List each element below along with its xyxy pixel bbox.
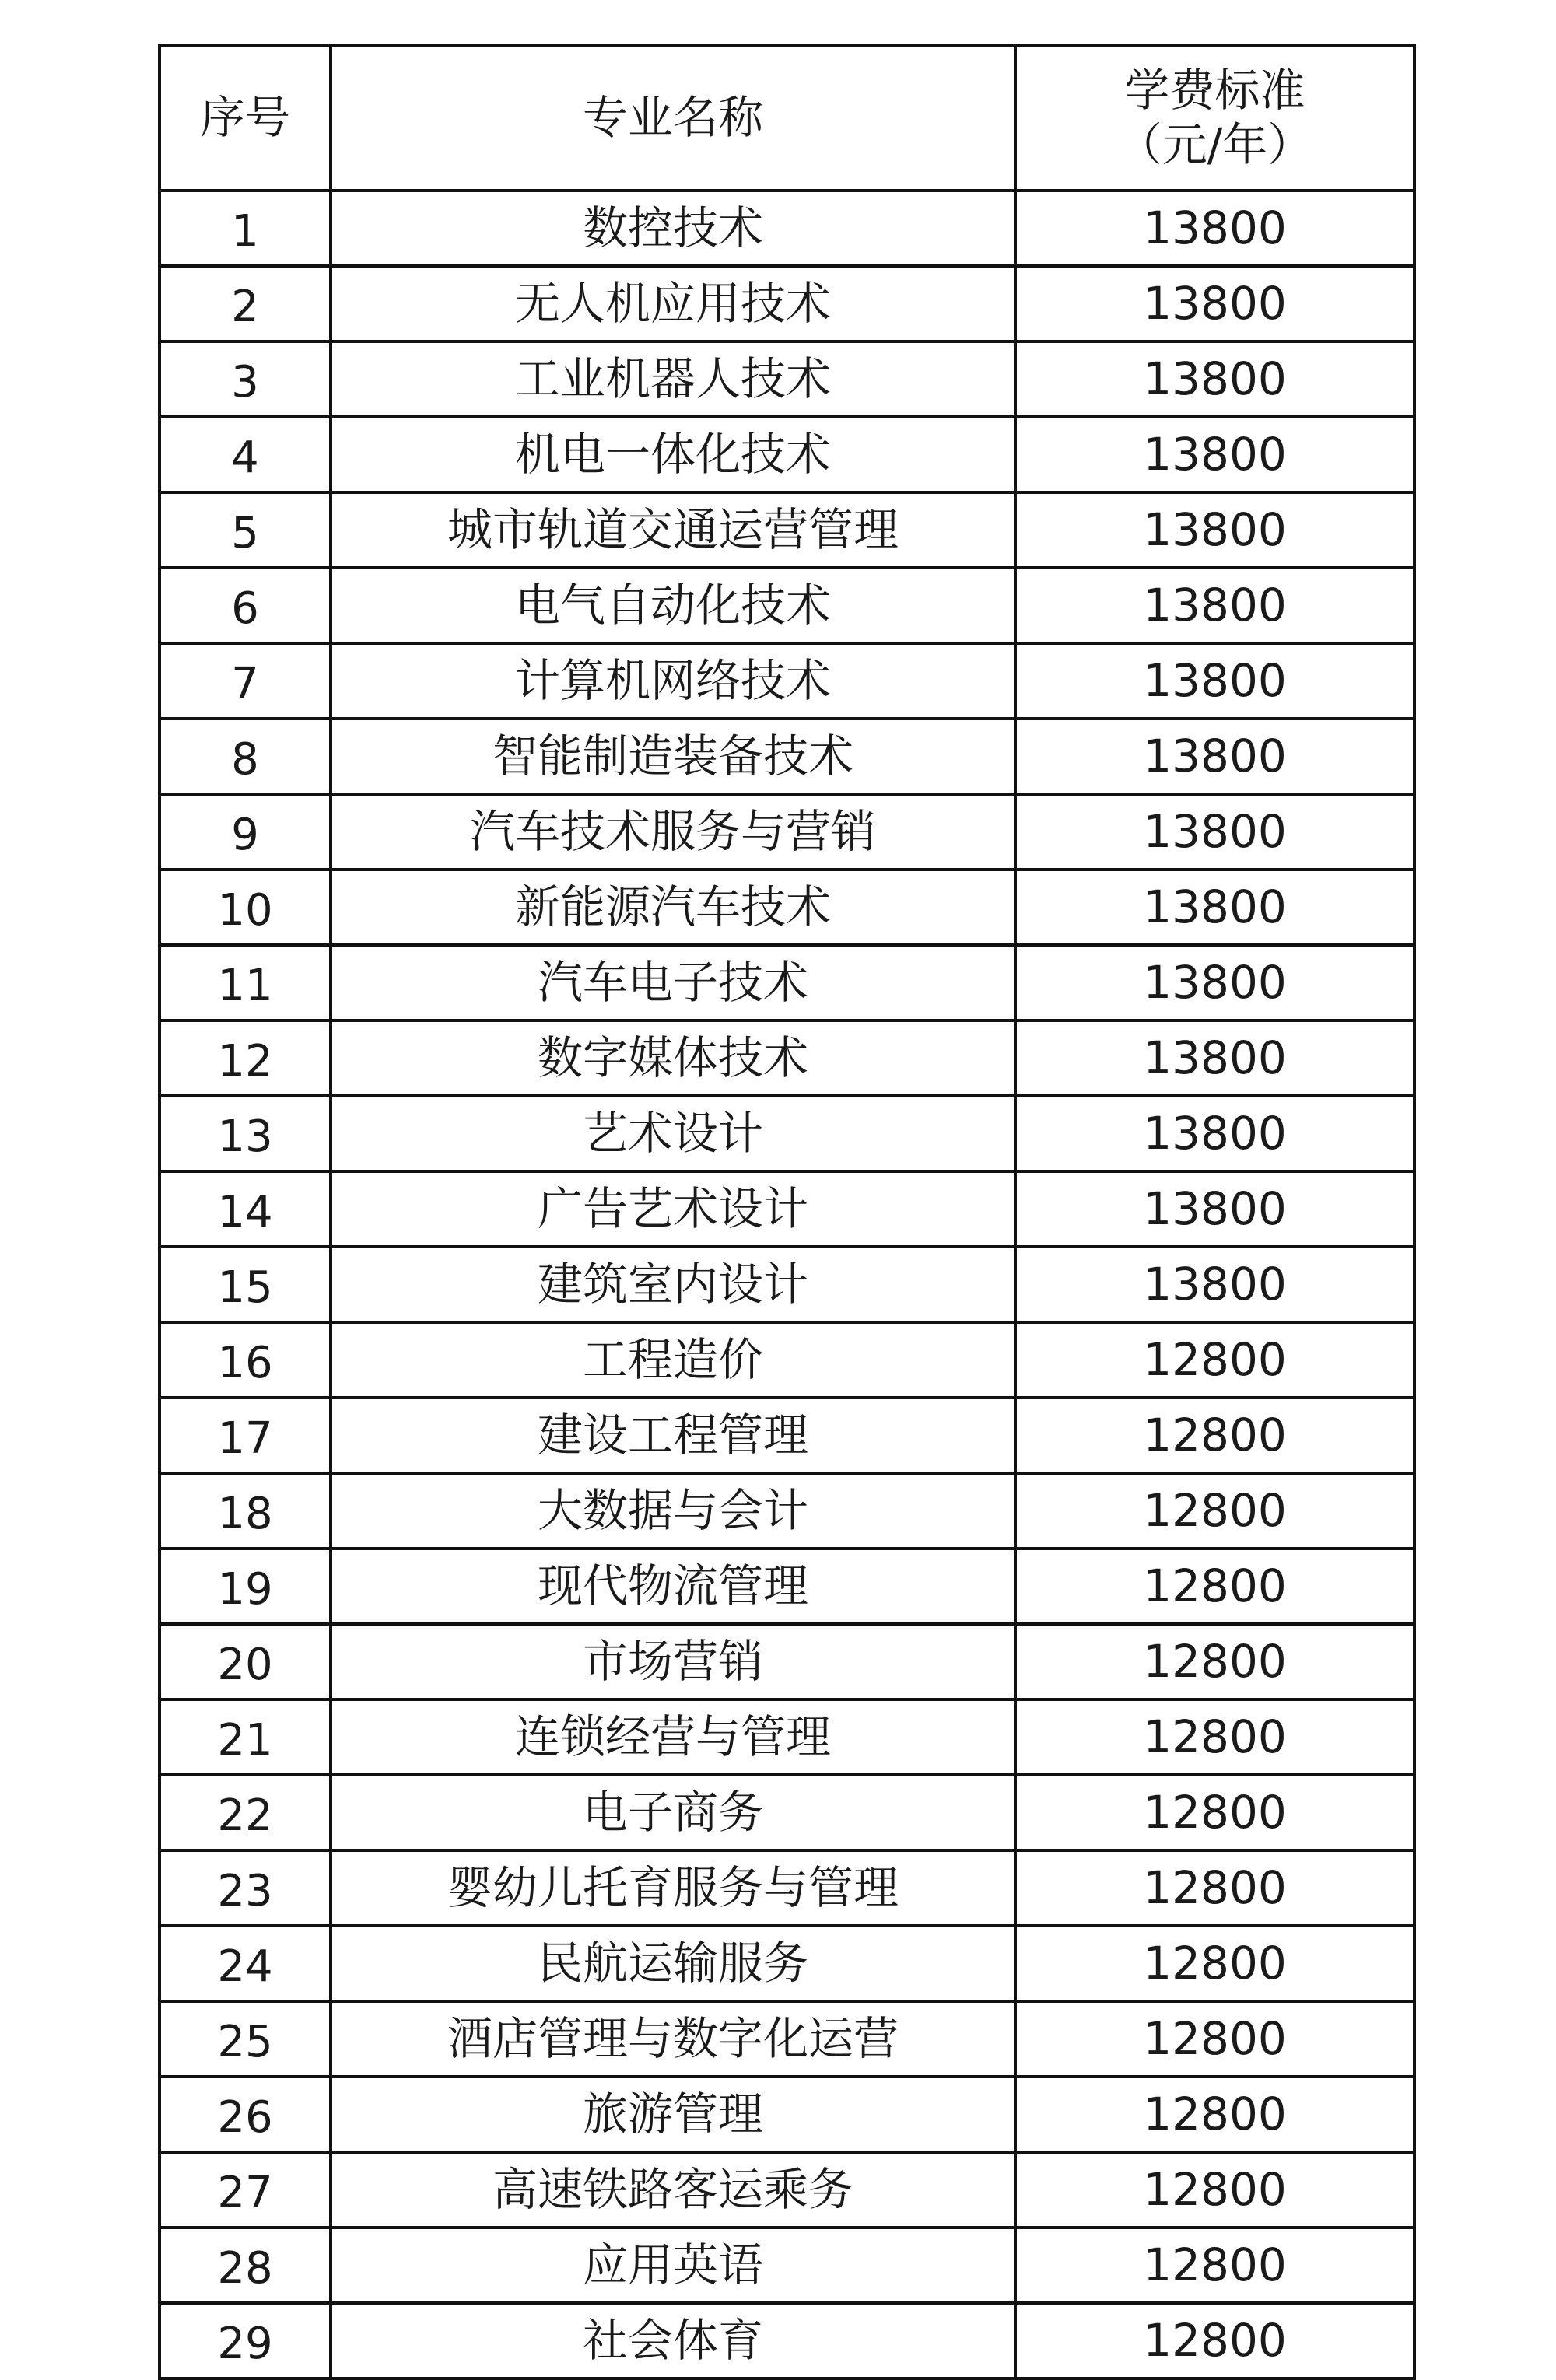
row-index: 27 xyxy=(159,2152,331,2228)
row-index: 28 xyxy=(159,2228,331,2303)
table-row xyxy=(159,1171,1414,1247)
row-major-name: 数字媒体技术 xyxy=(331,1020,1015,1096)
table-row xyxy=(159,568,1414,643)
row-index: 16 xyxy=(159,1322,331,1398)
row-major-name: 工程造价 xyxy=(331,1322,1015,1398)
table-row xyxy=(159,1473,1414,1549)
table-row xyxy=(159,1699,1414,1775)
table-row xyxy=(159,492,1414,568)
row-major-name: 酒店管理与数字化运营 xyxy=(331,2001,1015,2077)
row-index: 19 xyxy=(159,1549,331,1624)
row-fee: 13800 xyxy=(1015,191,1414,266)
row-major-name: 工业机器人技术 xyxy=(331,341,1015,417)
row-major-name: 建设工程管理 xyxy=(331,1398,1015,1473)
row-major-name: 电子商务 xyxy=(331,1775,1015,1850)
row-fee: 13800 xyxy=(1015,1247,1414,1322)
row-fee: 13800 xyxy=(1015,1020,1414,1096)
row-major-name: 社会体育 xyxy=(331,2303,1015,2378)
table-row xyxy=(159,643,1414,719)
row-index: 14 xyxy=(159,1171,331,1247)
table-row xyxy=(159,1775,1414,1850)
table-row xyxy=(159,341,1414,417)
row-fee: 12800 xyxy=(1015,1473,1414,1549)
row-fee: 12800 xyxy=(1015,1850,1414,1926)
row-major-name: 无人机应用技术 xyxy=(331,266,1015,341)
row-fee: 13800 xyxy=(1015,568,1414,643)
table-row xyxy=(159,945,1414,1020)
row-major-name: 机电一体化技术 xyxy=(331,417,1015,492)
row-fee: 12800 xyxy=(1015,2077,1414,2152)
header-fee xyxy=(1015,46,1414,191)
row-index: 6 xyxy=(159,568,331,643)
row-index: 7 xyxy=(159,643,331,719)
row-major-name: 应用英语 xyxy=(331,2228,1015,2303)
row-fee: 12800 xyxy=(1015,1699,1414,1775)
row-major-name: 民航运输服务 xyxy=(331,1926,1015,2001)
table-row xyxy=(159,417,1414,492)
row-fee: 12800 xyxy=(1015,2001,1414,2077)
table-row xyxy=(159,1624,1414,1699)
row-index: 21 xyxy=(159,1699,331,1775)
row-index: 11 xyxy=(159,945,331,1020)
row-index: 18 xyxy=(159,1473,331,1549)
row-fee: 13800 xyxy=(1015,266,1414,341)
row-index: 4 xyxy=(159,417,331,492)
row-index: 5 xyxy=(159,492,331,568)
row-fee: 13800 xyxy=(1015,870,1414,945)
table-row xyxy=(159,1398,1414,1473)
row-index: 2 xyxy=(159,266,331,341)
table-row xyxy=(159,1247,1414,1322)
row-index: 10 xyxy=(159,870,331,945)
table-row xyxy=(159,1549,1414,1624)
row-index: 12 xyxy=(159,1020,331,1096)
row-fee: 13800 xyxy=(1015,341,1414,417)
row-major-name: 建筑室内设计 xyxy=(331,1247,1015,1322)
header-fee-unit: （元/年） xyxy=(1116,118,1313,171)
row-fee: 12800 xyxy=(1015,1398,1414,1473)
row-fee: 13800 xyxy=(1015,719,1414,794)
row-fee: 13800 xyxy=(1015,643,1414,719)
row-major-name: 连锁经营与管理 xyxy=(331,1699,1015,1775)
row-fee: 13800 xyxy=(1015,945,1414,1020)
row-fee: 12800 xyxy=(1015,2303,1414,2378)
row-fee: 13800 xyxy=(1015,1171,1414,1247)
row-index: 23 xyxy=(159,1850,331,1926)
row-fee: 13800 xyxy=(1015,492,1414,568)
row-fee: 13800 xyxy=(1015,794,1414,870)
row-major-name: 智能制造装备技术 xyxy=(331,719,1015,794)
row-index: 9 xyxy=(159,794,331,870)
row-major-name: 城市轨道交通运营管理 xyxy=(331,492,1015,568)
table-row xyxy=(159,2077,1414,2152)
row-index: 13 xyxy=(159,1096,331,1171)
row-fee: 12800 xyxy=(1015,1549,1414,1624)
row-index: 26 xyxy=(159,2077,331,2152)
row-major-name: 大数据与会计 xyxy=(331,1473,1015,1549)
table-body xyxy=(159,191,1414,2378)
row-major-name: 新能源汽车技术 xyxy=(331,870,1015,945)
row-major-name: 艺术设计 xyxy=(331,1096,1015,1171)
row-index: 8 xyxy=(159,719,331,794)
row-major-name: 现代物流管理 xyxy=(331,1549,1015,1624)
header-row xyxy=(159,46,1414,191)
row-major-name: 计算机网络技术 xyxy=(331,643,1015,719)
header-fee-title: 学费标准 xyxy=(1124,64,1305,117)
table-row xyxy=(159,719,1414,794)
table-row xyxy=(159,2152,1414,2228)
tuition-fee-table xyxy=(158,44,1416,2380)
row-major-name: 广告艺术设计 xyxy=(331,1171,1015,1247)
row-fee: 12800 xyxy=(1015,1926,1414,2001)
row-major-name: 旅游管理 xyxy=(331,2077,1015,2152)
table-row xyxy=(159,1850,1414,1926)
table-header xyxy=(159,46,1414,191)
row-index: 20 xyxy=(159,1624,331,1699)
row-index: 29 xyxy=(159,2303,331,2378)
row-major-name: 电气自动化技术 xyxy=(331,568,1015,643)
row-index: 17 xyxy=(159,1398,331,1473)
header-index: 序号 xyxy=(159,46,331,191)
table-row xyxy=(159,794,1414,870)
row-index: 15 xyxy=(159,1247,331,1322)
row-fee: 12800 xyxy=(1015,2228,1414,2303)
table-row xyxy=(159,2303,1414,2378)
row-fee: 13800 xyxy=(1015,1096,1414,1171)
row-fee: 12800 xyxy=(1015,1624,1414,1699)
header-major: 专业名称 xyxy=(331,46,1015,191)
table-row xyxy=(159,870,1414,945)
row-major-name: 婴幼儿托育服务与管理 xyxy=(331,1850,1015,1926)
table-row xyxy=(159,266,1414,341)
row-index: 22 xyxy=(159,1775,331,1850)
table-row xyxy=(159,2228,1414,2303)
table-row xyxy=(159,2001,1414,2077)
row-fee: 12800 xyxy=(1015,2152,1414,2228)
row-index: 3 xyxy=(159,341,331,417)
row-index: 25 xyxy=(159,2001,331,2077)
row-major-name: 市场营销 xyxy=(331,1624,1015,1699)
table-row xyxy=(159,1926,1414,2001)
table-row xyxy=(159,1322,1414,1398)
row-major-name: 汽车技术服务与营销 xyxy=(331,794,1015,870)
row-major-name: 汽车电子技术 xyxy=(331,945,1015,1020)
row-fee: 12800 xyxy=(1015,1322,1414,1398)
row-major-name: 高速铁路客运乘务 xyxy=(331,2152,1015,2228)
row-fee: 13800 xyxy=(1015,417,1414,492)
row-major-name: 数控技术 xyxy=(331,191,1015,266)
table-row xyxy=(159,191,1414,266)
row-index: 24 xyxy=(159,1926,331,2001)
table-row xyxy=(159,1020,1414,1096)
table-row xyxy=(159,1096,1414,1171)
row-fee: 12800 xyxy=(1015,1775,1414,1850)
row-index: 1 xyxy=(159,191,331,266)
